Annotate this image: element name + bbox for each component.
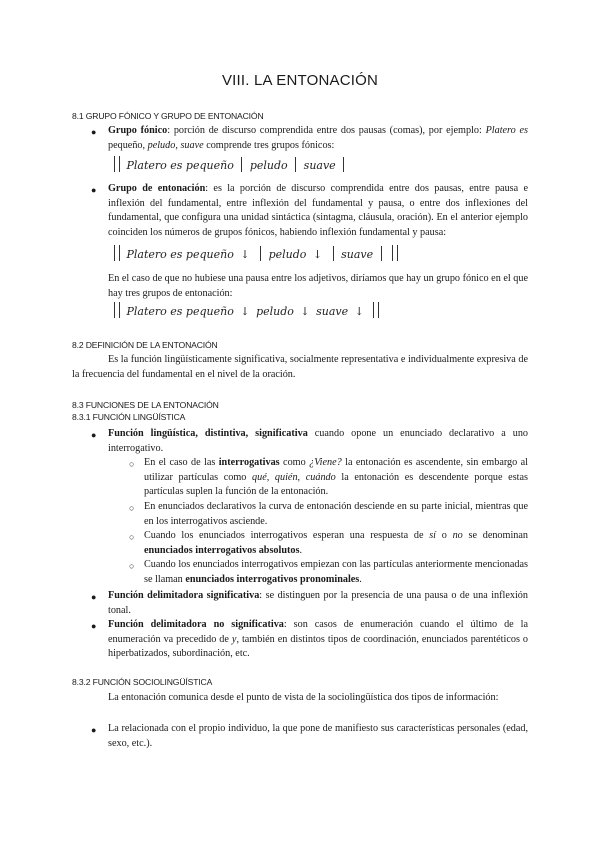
- bullet-icon: ●: [91, 127, 97, 137]
- down-arrow-icon: ↓: [240, 305, 250, 318]
- bar-icon: [260, 246, 261, 261]
- double-bar-icon: [114, 302, 120, 318]
- bar-icon: [333, 246, 334, 261]
- bar-icon: [241, 157, 242, 172]
- double-bar-icon: [114, 156, 120, 172]
- sub-bullet-icon: ○: [129, 459, 135, 469]
- paragraph-sociolinguistica: La entonación comunica desde el punto de vista de la sociolingüística dos tipos de información:: [108, 692, 499, 703]
- subitem-absolutos: Cuando los enunciados interrogativos esperan una respuesta de sí o no se denominan enunciados interrogativos absolutos.: [144, 530, 528, 556]
- item-grupo-fonico: Grupo fónico: porción de discurso comprendida entre dos pausas (comas), por ejemplo: Platero es pequeño, peludo, suave comprende tres grupos fónicos:: [108, 125, 528, 151]
- sub-bullet-icon: ○: [129, 561, 135, 571]
- item-funcion-linguistica: Función lingüística, distintiva, significativa cuando opone un enunciado declarativo a uno interrogativo.: [108, 428, 529, 454]
- section-heading-8-1: 8.1 GRUPO FÓNICO Y GRUPO DE ENTONACIÓN: [72, 111, 264, 121]
- handwritten-example-2: Platero es pequeño ↓ peludo ↓ suave: [111, 245, 401, 263]
- subitem-interrogativas: En el caso de las interrogativas como ¿Viene? la entonación es ascendente, sin embargo al utilizar partículas como qué, quién, cuándo la entonación es descendente porque estas partículas suplen la función de la entonación.: [144, 457, 528, 498]
- term-grupo-entonacion: Grupo de entonación: [108, 183, 206, 194]
- handwritten-example-3: Platero es pequeño ↓ peludo ↓ suave ↓: [111, 302, 382, 320]
- term-delimitadora-no-significativa: Función delimitadora no significativa: [108, 619, 284, 630]
- bullet-icon: ●: [91, 185, 97, 195]
- bar-icon: [381, 246, 382, 261]
- double-bar-icon: [373, 302, 379, 318]
- double-bar-icon: [392, 245, 398, 261]
- subsection-heading-8-3-1: 8.3.1 FUNCIÓN LINGÜÍSTICA: [72, 412, 186, 422]
- bar-icon: [295, 157, 296, 172]
- bullet-icon: ●: [91, 725, 97, 735]
- bullet-icon: ●: [91, 592, 97, 602]
- bullet-icon: ●: [91, 430, 97, 440]
- paragraph-no-pausa: En el caso de que no hubiese una pausa entre los adjetivos, diríamos que hay un grupo fónico en el que hay tres grupos de entonación:: [108, 273, 528, 299]
- subsection-heading-8-3-2: 8.3.2 FUNCIÓN SOCIOLINGÜÍSTICA: [72, 677, 213, 687]
- handwritten-example-1: Platero es pequeño peludo suave: [111, 156, 348, 174]
- term-funcion-linguistica: Función lingüística, distintiva, significativa: [108, 428, 308, 439]
- down-arrow-icon: ↓: [312, 248, 323, 261]
- term-grupo-fonico: Grupo fónico: [108, 125, 168, 136]
- down-arrow-icon: ↓: [240, 248, 250, 261]
- item-delimitadora-no-significativa: Función delimitadora no significativa: son casos de enumeración cuando el último de la enumeración va precedido de y, también en distintos tipos de coordinación, enunciados parentéticos o hiperbatizados, subordinación, etc.: [108, 619, 528, 660]
- section-heading-8-2: 8.2 DEFINICIÓN DE LA ENTONACIÓN: [72, 340, 218, 350]
- sub-bullet-icon: ○: [129, 532, 135, 542]
- down-arrow-icon: ↓: [354, 305, 364, 318]
- sub-bullet-icon: ○: [129, 503, 135, 513]
- page-title: VIII. LA ENTONACIÓN: [221, 72, 379, 89]
- section-heading-8-3: 8.3 FUNCIONES DE LA ENTONACIÓN: [72, 400, 219, 410]
- term-delimitadora-significativa: Función delimitadora significativa: [108, 590, 260, 601]
- item-propio-individuo: La relacionada con el propio individuo, la que pone de manifiesto sus características personales (edad, sexo, etc.).: [108, 723, 528, 749]
- subitem-pronominales: Cuando los enunciados interrogativos empiezan con las partículas anteriormente mencionadas se llaman enunciados interrogativos pronominales.: [144, 559, 528, 585]
- down-arrow-icon: ↓: [300, 305, 310, 318]
- subitem-declarativos: En enunciados declarativos la curva de entonación desciende en su parte inicial, mientras que en los interrogativos asciende.: [144, 501, 528, 527]
- bar-icon: [343, 157, 344, 172]
- bullet-icon: ●: [91, 621, 97, 631]
- item-delimitadora-significativa: Función delimitadora significativa: se distinguen por la presencia de una pausa o de una inflexión tonal.: [108, 590, 528, 616]
- paragraph-definicion: Es la función lingüísticamente significativa, socialmente representativa e individualmente expresiva de la frecuencia del fundamental en el nivel de la oración.: [72, 354, 528, 380]
- double-bar-icon: [114, 245, 120, 261]
- item-grupo-entonacion: Grupo de entonación: es la porción de discurso comprendida entre dos pausas, entre pausa e inflexión del fundamental, entre inflexión del fundamental y pausa, o entre dos inflexiones del fundamental, que configura una unidad sintáctica (sintagma, cláusula, oración). En el anterior ejemplo coinciden los números de grupos fónicos, habiendo inflexión fundamental y pausa:: [108, 183, 528, 238]
